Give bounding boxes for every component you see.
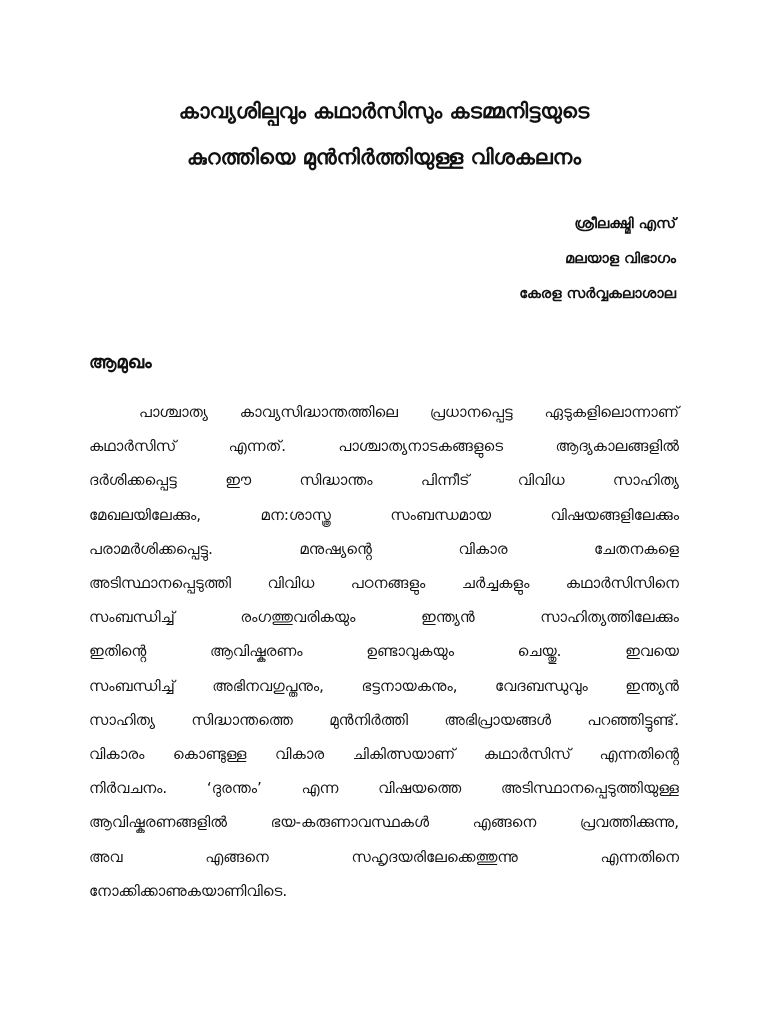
paragraph-line: [89, 634, 679, 668]
paragraph-word: എന്നതിനെ: [600, 847, 679, 866]
paragraph-word: രംഗത്തുവരികയും: [240, 608, 356, 627]
section-heading: ആമുഖം: [89, 352, 152, 373]
paragraph-word: പഠനങ്ങളും: [350, 574, 426, 593]
paragraph-line: [89, 395, 679, 429]
paragraph-word: ചേതനകളെ: [594, 539, 679, 558]
paragraph-word: ആദ്യകാലങ്ങളിൽ: [555, 437, 679, 456]
paragraph-body: [89, 395, 679, 908]
paragraph-word: വിവിധ: [267, 574, 315, 593]
paragraph-word: വികാര: [275, 745, 325, 764]
paragraph-word: പരാമർശിക്കപ്പെട്ടു.: [89, 539, 213, 558]
paragraph-word: വിഷയത്തെ: [378, 779, 462, 798]
paragraph-line: [89, 840, 679, 874]
paragraph-word: ആവിഷ്കരണങ്ങളിൽ: [89, 813, 227, 832]
paragraph-word: സംബന്ധിച്ച്: [89, 608, 175, 627]
paragraph-line: [89, 669, 679, 703]
author-name: ശ്രീലക്ഷ്മി എസ്: [574, 216, 676, 232]
paragraph-word: ഇന്ത്യൻ: [625, 676, 679, 695]
paragraph-word: എങ്ങനെ: [472, 813, 537, 832]
paragraph-word: ചർച്ചകളും: [461, 574, 530, 593]
paragraph-word: ഇവയെ: [625, 642, 679, 661]
paragraph-word: മന:ശാസ്ത്ര: [260, 505, 331, 524]
paragraph-word: ഇന്ത്യൻ: [420, 608, 475, 627]
paragraph-word: സിദ്ധാന്തത്തെ: [191, 710, 293, 729]
paragraph-word: വേദബന്ധുവും: [495, 676, 588, 695]
paragraph-word: കഥാർസിസിനെ: [565, 574, 679, 593]
paragraph-word: ചികിത്സയാണ്: [352, 745, 456, 764]
paragraph-line: [89, 771, 679, 805]
paragraph-word: കാവ്യസിദ്ധാന്തത്തിലെ: [239, 403, 398, 421]
paragraph-word: പ്രവത്തിക്കുന്നു,: [579, 813, 679, 832]
paragraph-line: [89, 498, 679, 532]
paragraph-word: പറഞ്ഞിട്ടുണ്ട്.: [587, 710, 679, 729]
paragraph-word: ദർശിക്കപ്പെട്ട: [89, 471, 177, 490]
author-info: [519, 207, 676, 312]
paragraph-line: [89, 874, 679, 908]
author-department: മലയാള വിഭാഗം: [565, 251, 676, 267]
paragraph-word: എന്നതിൻ്റെ: [599, 745, 679, 764]
paragraph-word: പ്രധാനപ്പെട്ട: [429, 403, 513, 421]
title-line-1: കാവ്യശില്പവും കഥാർസിസും കടമ്മനിട്ടയുടെ: [178, 99, 590, 123]
paragraph-word: ഭയ-കരുണാവസ്ഥകൾ: [270, 813, 430, 832]
paragraph-word: അടിസ്ഥാനപ്പെടുത്തിയുള്ള: [500, 779, 679, 798]
paragraph-word: സാഹിത്യ: [612, 471, 679, 490]
paragraph-word: പാശ്ചാത്യ: [139, 403, 208, 421]
paragraph-word: അഭിനവഗുപ്തനും,: [212, 676, 324, 695]
paragraph-word: സാഹിത്യ: [89, 710, 156, 729]
paragraph-word: മുൻനിർത്തി: [329, 710, 408, 729]
paragraph-line: [89, 737, 679, 771]
paragraph-word: മേഖലയിലേക്കും,: [89, 505, 202, 524]
paragraph-word: ഭട്ടനായകനും,: [361, 676, 458, 695]
paragraph-word: സാഹിത്യത്തിലേക്കും: [540, 608, 679, 627]
paragraph-word: എന്ന: [301, 779, 339, 798]
paragraph-line: [89, 805, 679, 839]
paragraph-word: വിവിധ: [517, 471, 565, 490]
paragraph-word: കൊണ്ടുള്ള: [172, 745, 247, 764]
paragraph-line: [89, 600, 679, 634]
paragraph-word: നിർവചനം.: [89, 779, 168, 798]
paragraph-line: [89, 429, 679, 463]
paragraph-word: കഥാർസിസ്: [89, 437, 177, 456]
paragraph-word: സംബന്ധമായ: [390, 505, 492, 524]
paragraph-word: ചെയ്തു.: [517, 642, 562, 661]
paragraph-word: കഥാർസിസ്: [483, 745, 571, 764]
paragraph-word: അഭിപ്രായങ്ങൾ: [444, 710, 552, 729]
paragraph-line: [89, 566, 679, 600]
paragraph-word: പാശ്ചാത്യനാടകങ്ങളുടെ: [338, 437, 504, 456]
paragraph-word: മനുഷ്യൻ്റെ: [299, 539, 372, 558]
paragraph-word: ഇതിൻ്റെ: [89, 642, 147, 661]
paragraph-word: പിന്നീട്: [420, 471, 470, 490]
paragraph-line: [89, 463, 679, 497]
paragraph-word: അടിസ്ഥാനപ്പെടുത്തി: [89, 574, 232, 593]
author-university: കേരള സർവ്വകലാശാല: [519, 286, 676, 302]
paragraph-word: വിഷയങ്ങളിലേക്കും: [550, 505, 679, 524]
document-title: [60, 88, 708, 180]
paragraph-word: നോക്കിക്കാണുകയാണിവിടെ.: [89, 881, 288, 900]
paragraph-word: വികാര: [458, 539, 508, 558]
paragraph-word: ‘ദുരന്തം’: [206, 779, 262, 798]
paragraph-word: എന്നത്.: [228, 437, 286, 456]
paragraph-word: ആവിഷ്കരണം: [209, 642, 303, 661]
paragraph-word: സിദ്ധാന്തം: [299, 471, 373, 490]
title-line-2: കുറത്തിയെ മുൻനിർത്തിയുള്ള വിശകലനം: [186, 145, 582, 169]
paragraph-word: വികാരം: [89, 745, 145, 764]
paragraph-word: സംബന്ധിച്ച്: [89, 676, 175, 695]
paragraph-word: സഹൃദയരിലേക്കെത്തുന്നു: [351, 847, 518, 866]
paragraph-word: ഏടുകളിലൊന്നാണ്: [544, 403, 679, 421]
paragraph-word: അവ: [89, 847, 123, 866]
paragraph-line: [89, 532, 679, 566]
paragraph-word: എങ്ങനെ: [205, 847, 269, 866]
paragraph-line: [89, 703, 679, 737]
paragraph-word: ഈ: [225, 471, 252, 490]
paragraph-word: ഉണ്ടാവുകയും: [366, 642, 455, 661]
